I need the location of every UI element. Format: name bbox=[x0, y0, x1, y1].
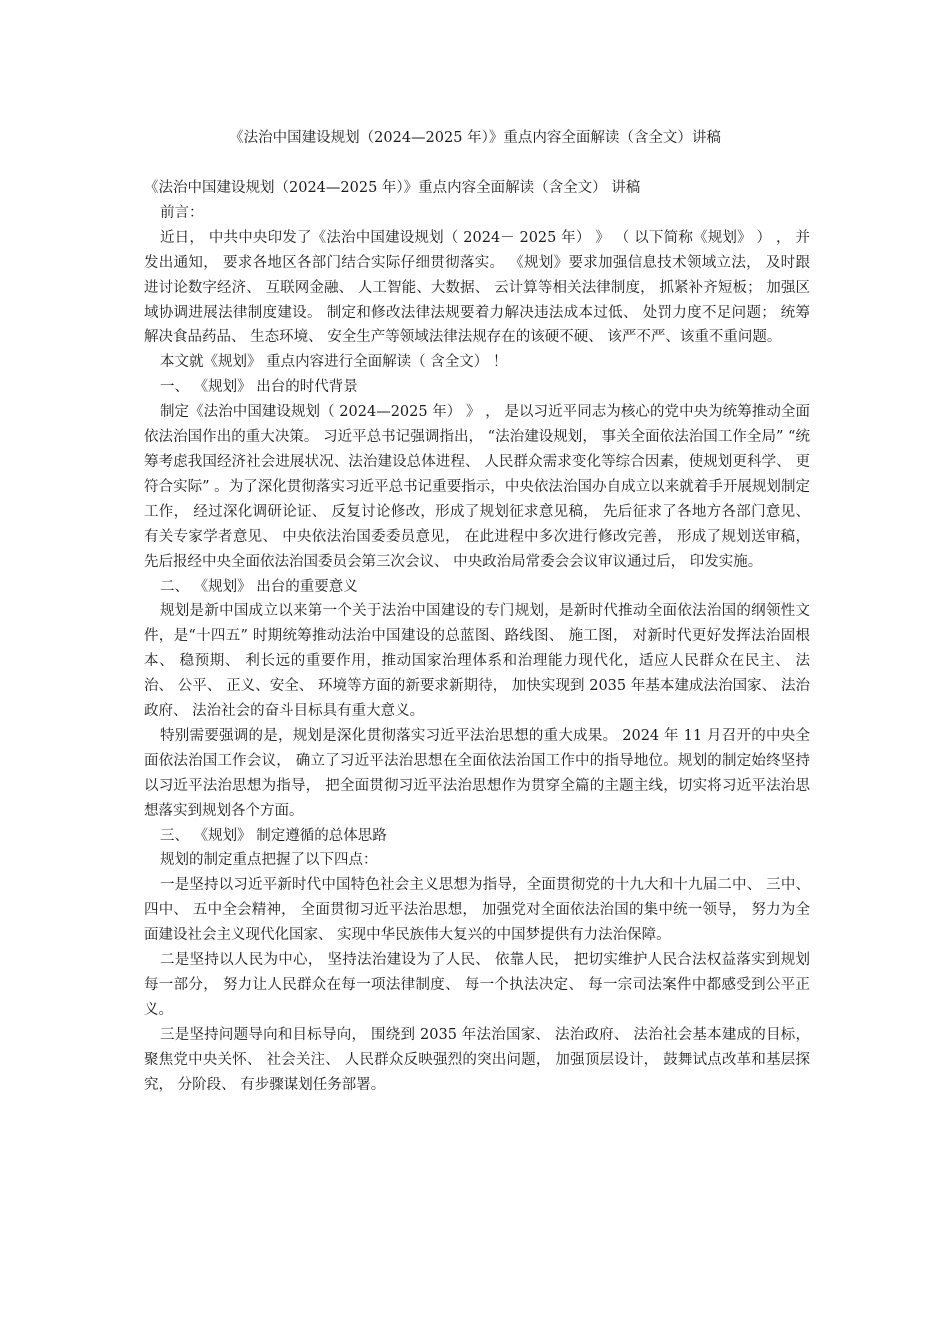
document-title: 《法治中国建设规划（2024—2025 年）》重点内容全面解读（含全文）讲稿 bbox=[229, 130, 721, 146]
paragraph: 一是坚持以习近平新时代中国特色社会主义思想为指导，全面贯彻党的十九大和十九届二中、 三中、 四中、 五中全会精神， 全面贯彻习近平法治思想， 加强党对全面依法治国的集中统一领导， 努力为全面建设社会主义现代化国家、 实现中华民族伟大复兴的中国梦提供有力法治保障。 bbox=[144, 877, 810, 944]
paragraph: 本文就《规划》 重点内容进行全面解读（ 含全文） ！ bbox=[160, 354, 508, 371]
paragraph: 三是坚持问题导向和目标导向， 围绕到 2035 年法治国家、 法治政府、 法治社会基本建成的目标， 聚焦党中央关怀、 社会关注、 人民群众反映强烈的突出问题， 加强顶层设计， 鼓舞试点改革和基层探究， 分阶段、 有步骤谋划任务部署。 bbox=[144, 1026, 810, 1093]
paragraph: 制定《法治中国建设规划（ 2024—2025 年） 》 ， 是以习近平同志为核心的党中央为统筹推动全面依法治国作出的重大决策。 习近平总书记强调指出， “法治建设规划， 事关全面依法治国工作全局” “统筹考虑我国经济社会进展状况、法治建设总体进程、 人民群众需求变化等综合因素，使规划更科学、 更符合实际” 。为了深化贯彻落实习近平总书记重要指示，中央依法治国办自成立以来就着手开展规划制定工作， 经过深化调研论证、 反复讨论修改，形成了规划征求意见稿， 先后征求了各地方各部门意见、 有关专家学者意见、 中央依法治国委委员意见， 在此进程中多次进行修改完善， 形成了规划送审稿， 先后报经中央全面依法治国委员会第三次会议、 中央政治局常委会会议审议通过后， 印发实施。 bbox=[144, 404, 810, 570]
section-heading: 三、 《规划》 制定遵循的总体思路 bbox=[160, 827, 387, 844]
paragraph: 规划的制定重点把握了以下四点： bbox=[160, 852, 378, 869]
document-body bbox=[144, 176, 810, 1098]
section-heading: 二、 《规划》 出台的重要意义 bbox=[160, 578, 358, 595]
paragraph: 规划是新中国成立以来第一个关于法治中国建设的专门规划，是新时代推动全面依法治国的纲领性文件，是“十四五” 时期统筹推动法治中国建设的总蓝图、路线图、 施工图， 对新时代更好发挥法治固根本、 稳预期、 利长远的重要作用，推动国家治理体系和治理能力现代化，适应人民群众在民主、 法治、 公平、 正义、安全、 环境等方面的新要求新期待， 加快实现到 2035 年基本建成法治国家、 法治政府、 法治社会的奋斗目标具有重大意义。 bbox=[144, 603, 810, 720]
preface-label: 前言： bbox=[160, 204, 204, 221]
paragraph: 近日， 中共中央印发了《法治中国建设规划（ 2024－ 2025 年） 》 （ 以下简称《规划》 ） ， 并发出通知， 要求各地区各部门结合实际仔细贯彻落实。 《规划》要求加强信息技术领域立法， 及时跟进讨论数字经济、 互联网金融、 人工智能、大数据、 云计算等相关法律制度， 抓紧补齐短板； 加强区域协调进展法律制度建设。 制定和修改法律法规要着力解决违法成本过低、 处罚力度不足问题； 统筹解决食品药品、 生态环境、 安全生产等领域法律法规存在的该硬不硬、 该严不严、该重不重问题。 bbox=[144, 229, 811, 346]
paragraph: 二是坚持以人民为中心， 坚持法治建设为了人民、 依靠人民， 把切实维护人民合法权益落实到规划每一部分， 努力让人民群众在每一项法律制度、 每一个执法决定、 每一宗司法案件中都感受到公平正义。 bbox=[144, 952, 810, 1018]
section-heading: 一、 《规划》 出台的时代背景 bbox=[160, 379, 358, 396]
paragraph: 特别需要强调的是，规划是深化贯彻落实习近平法治思想的重大成果。 2024 年 11 月召开的中央全面依法治国工作会议， 确立了习近平法治思想在全面依法治国工作中的指导地位。规划的制定始终坚持以习近平法治思想为指导， 把全面贯彻习近平法治思想作为贯穿全篇的主题主线，切实将习近平法治思想落实到规划各个方面。 bbox=[144, 727, 810, 819]
document-subtitle: 《法治中国建设规划（2024—2025 年）》重点内容全面解读（含全文） 讲稿 bbox=[144, 180, 641, 196]
